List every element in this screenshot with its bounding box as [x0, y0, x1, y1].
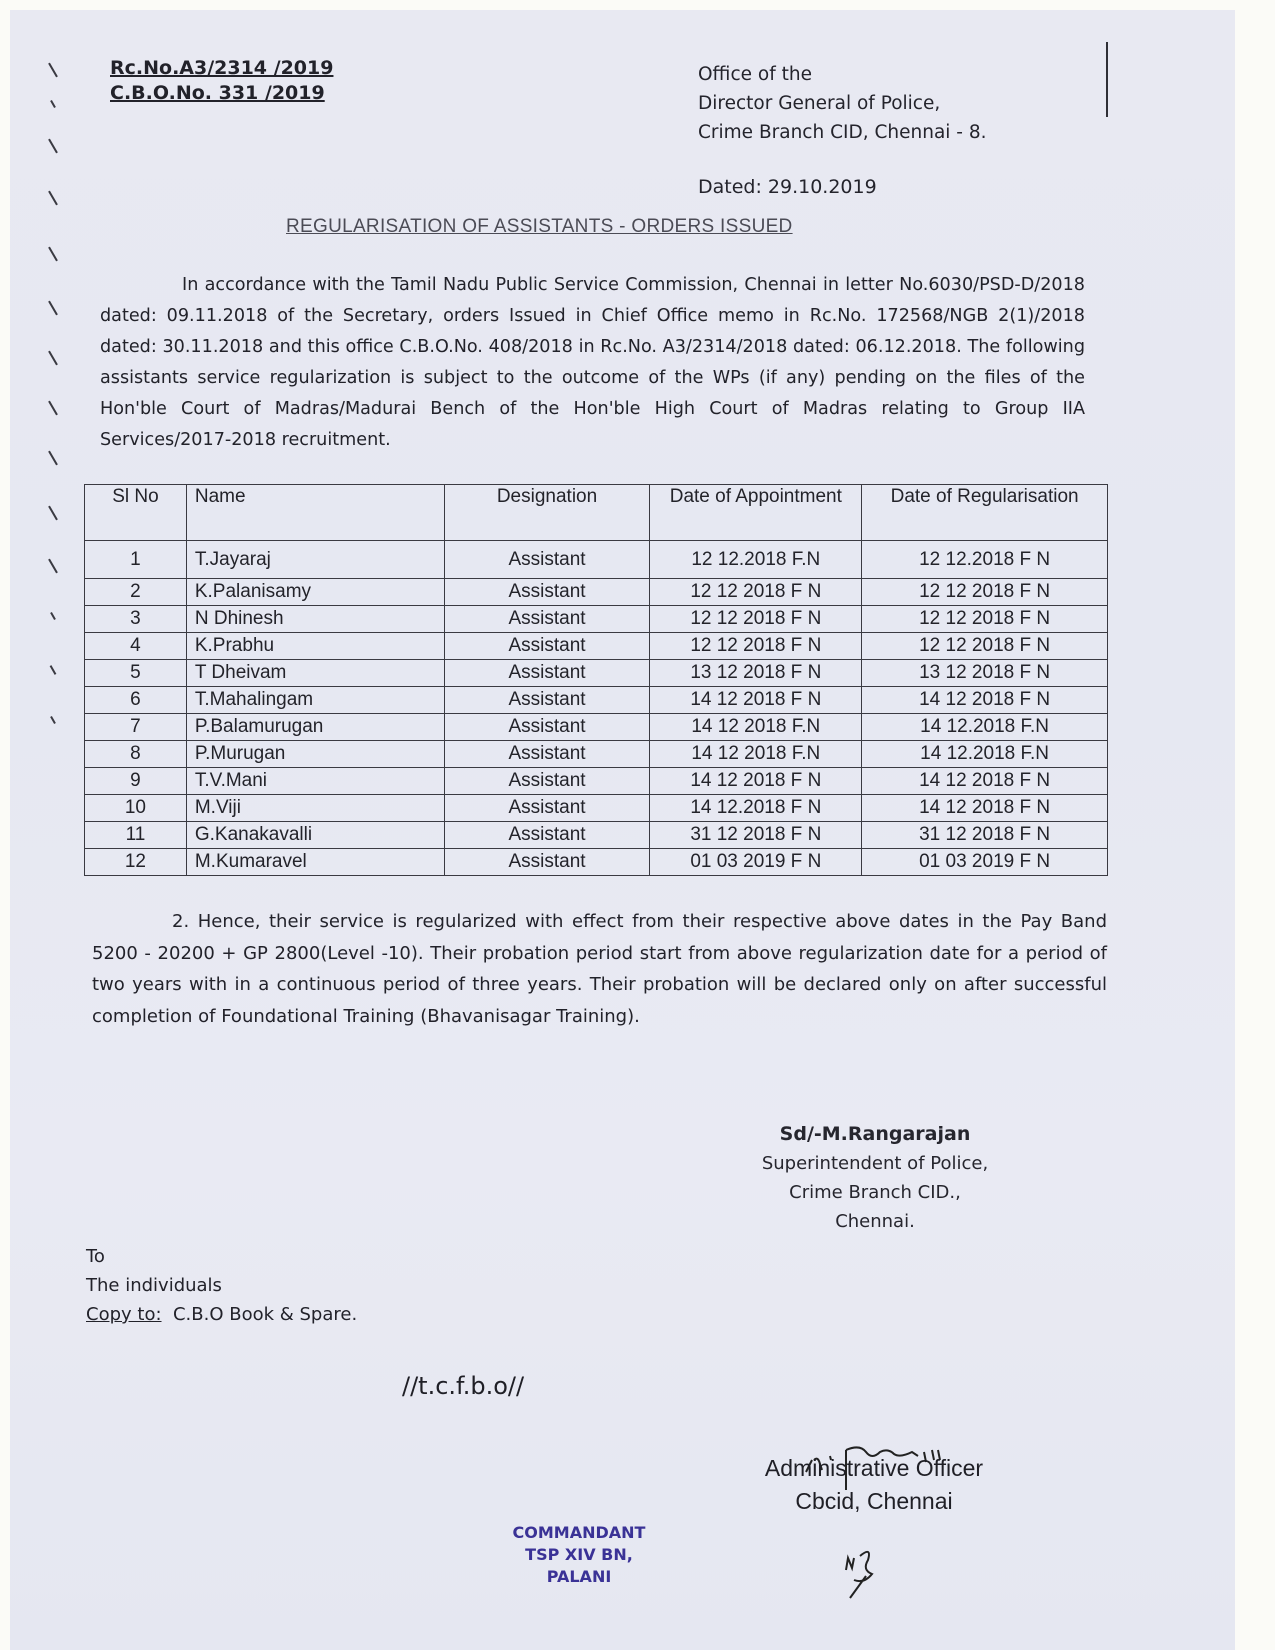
office-address [698, 60, 987, 147]
cell-sl-no: 10 [85, 795, 187, 822]
table-row [85, 741, 1108, 768]
cell-sl-no: 4 [85, 633, 187, 660]
table-row [85, 579, 1108, 606]
document-page [10, 10, 1235, 1650]
stamp-line: PALANI [546, 1567, 612, 1586]
cell-designation: Assistant [444, 768, 650, 795]
cell-date-of-appointment: 31 12 2018 F N [650, 822, 862, 849]
margin-mark [48, 401, 58, 416]
margin-mark [50, 716, 56, 724]
cell-date-of-regularisation: 14 12 2018 F N [862, 795, 1108, 822]
margin-mark [50, 612, 56, 620]
cell-designation: Assistant [444, 822, 650, 849]
table-row [85, 822, 1108, 849]
table-header-row [85, 485, 1108, 541]
addressee: The individuals [86, 1275, 222, 1296]
cell-date-of-regularisation: 01 03 2019 F N [862, 849, 1108, 876]
cell-date-of-appointment: 01 03 2019 F N [650, 849, 862, 876]
cell-date-of-regularisation: 12 12 2018 F N [862, 606, 1108, 633]
cell-name: K.Palanisamy [186, 579, 444, 606]
cell-designation: Assistant [444, 741, 650, 768]
rc-number: Rc.No.A3/2314 /2019 [110, 57, 334, 79]
commandant-stamp [494, 1522, 664, 1588]
cell-name: T.Jayaraj [186, 541, 444, 579]
cell-name: M.Kumaravel [186, 849, 444, 876]
paragraph-1: In accordance with the Tamil Nadu Public Service Commission, Chennai in letter No.6030/PSD-D/2018 dated: 09.11.2018 of the Secretary, orders Issued in Chief Office memo in Rc.No. 172568/NGB 2(1)/2018 dated: 30.11.2018 and this office C.B.O.No. 408/2018 in Rc.No. A3/2314/2018 dated: 06.12.2018. The following assistants service regularization is subject to the outcome of the WPs (if any) pending on the files of the Hon'ble Court of Madras/Madurai Bench of the Hon'ble High Court of Madras relating to Group IIA Services/2017-2018 recruitment. [100, 275, 1085, 450]
cell-date-of-regularisation: 14 12.2018 F.N [862, 714, 1108, 741]
cell-name: G.Kanakavalli [186, 822, 444, 849]
assistants-table [84, 484, 1108, 876]
document-date: Dated: 29.10.2019 [698, 176, 877, 198]
table-row [85, 768, 1108, 795]
cell-name: M.Viji [186, 795, 444, 822]
margin-mark [48, 191, 58, 206]
cell-date-of-appointment: 13 12 2018 F N [650, 660, 862, 687]
column-header-sl-no: Sl No [85, 485, 187, 541]
cell-date-of-appointment: 12 12 2018 F N [650, 606, 862, 633]
column-header-designation: Designation [444, 485, 650, 541]
cell-name: T Dheivam [186, 660, 444, 687]
cell-date-of-appointment: 14 12 2018 F N [650, 768, 862, 795]
cell-name: N Dhinesh [186, 606, 444, 633]
margin-mark [50, 665, 57, 675]
cell-date-of-regularisation: 14 12 2018 F N [862, 687, 1108, 714]
cell-sl-no: 1 [85, 541, 187, 579]
copy-to-value: C.B.O Book & Spare. [172, 1304, 358, 1325]
margin-mark [50, 100, 56, 108]
cell-date-of-regularisation: 14 12.2018 F.N [862, 741, 1108, 768]
cell-sl-no: 6 [85, 687, 187, 714]
cell-date-of-regularisation: 14 12 2018 F N [862, 768, 1108, 795]
table-row [85, 633, 1108, 660]
margin-rule [1106, 42, 1108, 117]
cell-name: T.Mahalingam [186, 687, 444, 714]
stamp-line: COMMANDANT [512, 1523, 646, 1542]
cell-sl-no: 9 [85, 768, 187, 795]
cbo-number: C.B.O.No. 331 /2019 [110, 82, 325, 104]
copy-to-label: Copy to: [86, 1304, 162, 1325]
attestation-office: Cbcid, Chennai [795, 1488, 953, 1514]
table-row [85, 714, 1108, 741]
cell-sl-no: 3 [85, 606, 187, 633]
cell-date-of-regularisation: 12 12 2018 F N [862, 633, 1108, 660]
paragraph-2: 2. Hence, their service is regularized with effect from their respective above dates in the Pay Band 5200 - 20200 + GP 2800(Level -10). Their probation period start from above regularization date for a period of two years with in a continuous period of three years. Their probation will be declared only on after successful completion of Foundational Training (Bhavanisagar Training). [92, 911, 1107, 1027]
table-row [85, 606, 1108, 633]
cell-designation: Assistant [444, 633, 650, 660]
cell-designation: Assistant [444, 606, 650, 633]
cell-designation: Assistant [444, 714, 650, 741]
margin-mark [48, 301, 58, 316]
table-row [85, 660, 1108, 687]
margin-mark [48, 559, 58, 574]
margin-mark [48, 451, 58, 466]
cell-date-of-appointment: 12 12.2018 F.N [650, 541, 862, 579]
column-header-date-of-appointment: Date of Appointment [650, 485, 862, 541]
table-row [85, 687, 1108, 714]
stamp-line: TSP XIV BN, [525, 1545, 633, 1564]
table-row [85, 541, 1108, 579]
office-line: Office of the [698, 64, 812, 85]
margin-mark [48, 247, 58, 262]
cell-name: T.V.Mani [186, 768, 444, 795]
cell-designation: Assistant [444, 579, 650, 606]
column-header-name: Name [186, 485, 444, 541]
table-row [85, 795, 1108, 822]
cell-date-of-regularisation: 12 12 2018 F N [862, 579, 1108, 606]
cell-designation: Assistant [444, 687, 650, 714]
cell-date-of-appointment: 14 12 2018 F.N [650, 714, 862, 741]
margin-mark [48, 506, 58, 521]
attestation-block [744, 1452, 1004, 1518]
true-copy-endorsement: //t.c.f.b.o// [402, 1372, 525, 1400]
recipients-block [86, 1242, 357, 1329]
table-row [85, 849, 1108, 876]
signatory-name: Sd/-M.Rangarajan [779, 1123, 971, 1145]
cell-sl-no: 12 [85, 849, 187, 876]
cell-date-of-regularisation: 12 12.2018 F N [862, 541, 1108, 579]
cell-sl-no: 8 [85, 741, 187, 768]
cell-designation: Assistant [444, 795, 650, 822]
signatory-city: Chennai. [835, 1211, 915, 1232]
attestation-title: Administrative Officer [764, 1455, 984, 1481]
cell-designation: Assistant [444, 660, 650, 687]
cell-date-of-appointment: 12 12 2018 F N [650, 633, 862, 660]
cell-name: P.Murugan [186, 741, 444, 768]
signatory-unit: Crime Branch CID., [789, 1182, 961, 1203]
margin-mark [48, 139, 58, 154]
cell-designation: Assistant [444, 541, 650, 579]
to-label: To [86, 1246, 105, 1267]
office-line: Director General of Police, [698, 93, 941, 114]
signatory-title: Superintendent of Police, [761, 1153, 989, 1174]
margin-mark [48, 63, 58, 78]
reference-numbers [110, 56, 333, 106]
cell-sl-no: 7 [85, 714, 187, 741]
cell-name: K.Prabhu [186, 633, 444, 660]
cell-date-of-regularisation: 13 12 2018 F N [862, 660, 1108, 687]
signature-block [730, 1120, 1020, 1236]
cell-sl-no: 2 [85, 579, 187, 606]
cell-date-of-appointment: 14 12.2018 F N [650, 795, 862, 822]
cell-designation: Assistant [444, 849, 650, 876]
office-line: Crime Branch CID, Chennai - 8. [698, 122, 987, 143]
cell-date-of-appointment: 14 12 2018 F.N [650, 741, 862, 768]
cell-date-of-appointment: 14 12 2018 F N [650, 687, 862, 714]
cell-date-of-regularisation: 31 12 2018 F N [862, 822, 1108, 849]
column-header-date-of-regularisation: Date of Regularisation [862, 485, 1108, 541]
copy-to-line [86, 1300, 357, 1329]
initials-icon [840, 1540, 920, 1600]
subject-heading: REGULARISATION OF ASSISTANTS - ORDERS ISSUED [286, 216, 793, 237]
cell-date-of-appointment: 12 12 2018 F N [650, 579, 862, 606]
margin-mark [48, 351, 58, 366]
cell-sl-no: 11 [85, 822, 187, 849]
cell-sl-no: 5 [85, 660, 187, 687]
cell-name: P.Balamurugan [186, 714, 444, 741]
